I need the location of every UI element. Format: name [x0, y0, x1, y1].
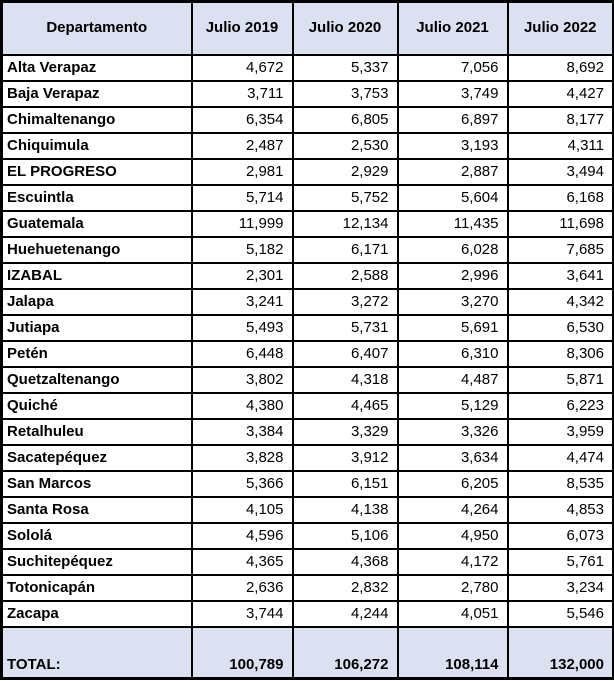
table-row [2, 107, 614, 133]
department-name-cell: Chiquimula [2, 133, 192, 159]
value-cell: 2,887 [398, 159, 508, 185]
value-cell: 8,306 [508, 341, 614, 367]
value-cell: 4,474 [508, 445, 614, 471]
value-cell: 5,493 [192, 315, 293, 341]
table-row [2, 549, 614, 575]
department-name-cell: Zacapa [2, 601, 192, 627]
department-name-cell: Chimaltenango [2, 107, 192, 133]
table-row [2, 55, 614, 81]
value-cell: 2,588 [293, 263, 398, 289]
value-cell: 5,337 [293, 55, 398, 81]
table-footer [2, 627, 614, 678]
department-name-cell: Suchitepéquez [2, 549, 192, 575]
value-cell: 3,634 [398, 445, 508, 471]
department-name-cell: San Marcos [2, 471, 192, 497]
value-cell: 11,435 [398, 211, 508, 237]
value-cell: 4,672 [192, 55, 293, 81]
value-cell: 5,731 [293, 315, 398, 341]
value-cell: 3,828 [192, 445, 293, 471]
value-cell: 4,368 [293, 549, 398, 575]
table-row [2, 341, 614, 367]
department-name-cell: Quetzaltenango [2, 367, 192, 393]
department-name-cell: Baja Verapaz [2, 81, 192, 107]
value-cell: 5,604 [398, 185, 508, 211]
value-cell: 4,365 [192, 549, 293, 575]
table-row [2, 263, 614, 289]
department-name-cell: Sololá [2, 523, 192, 549]
value-cell: 3,753 [293, 81, 398, 107]
table-row [2, 237, 614, 263]
header-cell-period: Julio 2020 [293, 2, 398, 56]
department-name-cell: Jalapa [2, 289, 192, 315]
value-cell: 3,329 [293, 419, 398, 445]
value-cell: 11,698 [508, 211, 614, 237]
table-row [2, 445, 614, 471]
value-cell: 5,714 [192, 185, 293, 211]
value-cell: 3,272 [293, 289, 398, 315]
value-cell: 4,465 [293, 393, 398, 419]
table-row [2, 497, 614, 523]
value-cell: 3,494 [508, 159, 614, 185]
value-cell: 2,301 [192, 263, 293, 289]
value-cell: 4,596 [192, 523, 293, 549]
header-cell-period: Julio 2021 [398, 2, 508, 56]
value-cell: 4,244 [293, 601, 398, 627]
total-value-cell: 132,000 [508, 627, 614, 678]
value-cell: 8,177 [508, 107, 614, 133]
value-cell: 2,996 [398, 263, 508, 289]
value-cell: 6,530 [508, 315, 614, 341]
table-row [2, 211, 614, 237]
total-row [2, 627, 614, 678]
value-cell: 4,311 [508, 133, 614, 159]
value-cell: 4,380 [192, 393, 293, 419]
value-cell: 6,073 [508, 523, 614, 549]
value-cell: 6,897 [398, 107, 508, 133]
table-body [2, 55, 614, 627]
value-cell: 4,105 [192, 497, 293, 523]
value-cell: 3,959 [508, 419, 614, 445]
value-cell: 6,310 [398, 341, 508, 367]
value-cell: 3,711 [192, 81, 293, 107]
value-cell: 3,384 [192, 419, 293, 445]
value-cell: 5,366 [192, 471, 293, 497]
table-header [2, 2, 614, 56]
table-row [2, 471, 614, 497]
value-cell: 6,407 [293, 341, 398, 367]
table-row [2, 393, 614, 419]
value-cell: 12,134 [293, 211, 398, 237]
department-name-cell: EL PROGRESO [2, 159, 192, 185]
value-cell: 4,264 [398, 497, 508, 523]
value-cell: 5,546 [508, 601, 614, 627]
value-cell: 2,487 [192, 133, 293, 159]
total-value-cell: 106,272 [293, 627, 398, 678]
value-cell: 4,853 [508, 497, 614, 523]
value-cell: 3,234 [508, 575, 614, 601]
value-cell: 2,981 [192, 159, 293, 185]
value-cell: 4,950 [398, 523, 508, 549]
value-cell: 2,530 [293, 133, 398, 159]
value-cell: 3,326 [398, 419, 508, 445]
value-cell: 6,205 [398, 471, 508, 497]
value-cell: 3,193 [398, 133, 508, 159]
value-cell: 6,028 [398, 237, 508, 263]
department-name-cell: Quiché [2, 393, 192, 419]
value-cell: 6,168 [508, 185, 614, 211]
value-cell: 6,354 [192, 107, 293, 133]
value-cell: 11,999 [192, 211, 293, 237]
department-name-cell: Santa Rosa [2, 497, 192, 523]
total-value-cell: 100,789 [192, 627, 293, 678]
value-cell: 3,802 [192, 367, 293, 393]
table-row [2, 185, 614, 211]
table-row [2, 133, 614, 159]
department-name-cell: Escuintla [2, 185, 192, 211]
value-cell: 5,106 [293, 523, 398, 549]
value-cell: 6,223 [508, 393, 614, 419]
header-cell-period: Julio 2019 [192, 2, 293, 56]
value-cell: 5,871 [508, 367, 614, 393]
value-cell: 8,535 [508, 471, 614, 497]
table-row [2, 315, 614, 341]
value-cell: 3,749 [398, 81, 508, 107]
value-cell: 2,929 [293, 159, 398, 185]
value-cell: 4,342 [508, 289, 614, 315]
table-row [2, 289, 614, 315]
value-cell: 4,487 [398, 367, 508, 393]
table-row [2, 601, 614, 627]
department-name-cell: Totonicapán [2, 575, 192, 601]
value-cell: 3,641 [508, 263, 614, 289]
table-row [2, 159, 614, 185]
department-name-cell: Jutiapa [2, 315, 192, 341]
value-cell: 3,912 [293, 445, 398, 471]
department-name-cell: Retalhuleu [2, 419, 192, 445]
value-cell: 4,138 [293, 497, 398, 523]
table-row [2, 419, 614, 445]
value-cell: 4,051 [398, 601, 508, 627]
value-cell: 5,752 [293, 185, 398, 211]
header-row [2, 2, 614, 56]
value-cell: 4,172 [398, 549, 508, 575]
department-name-cell: Sacatepéquez [2, 445, 192, 471]
department-name-cell: Alta Verapaz [2, 55, 192, 81]
total-value-cell: 108,114 [398, 627, 508, 678]
value-cell: 8,692 [508, 55, 614, 81]
value-cell: 2,636 [192, 575, 293, 601]
value-cell: 4,318 [293, 367, 398, 393]
value-cell: 5,182 [192, 237, 293, 263]
department-name-cell: Guatemala [2, 211, 192, 237]
table-row [2, 81, 614, 107]
value-cell: 2,832 [293, 575, 398, 601]
department-name-cell: Huehuetenango [2, 237, 192, 263]
value-cell: 5,129 [398, 393, 508, 419]
department-name-cell: Petén [2, 341, 192, 367]
table-row [2, 575, 614, 601]
value-cell: 5,691 [398, 315, 508, 341]
header-cell-period: Julio 2022 [508, 2, 614, 56]
header-cell-departamento: Departamento [2, 2, 192, 56]
value-cell: 3,270 [398, 289, 508, 315]
value-cell: 3,241 [192, 289, 293, 315]
value-cell: 2,780 [398, 575, 508, 601]
value-cell: 6,151 [293, 471, 398, 497]
value-cell: 7,685 [508, 237, 614, 263]
value-cell: 4,427 [508, 81, 614, 107]
value-cell: 6,448 [192, 341, 293, 367]
value-cell: 5,761 [508, 549, 614, 575]
table-row [2, 367, 614, 393]
table-row [2, 523, 614, 549]
value-cell: 3,744 [192, 601, 293, 627]
department-name-cell: IZABAL [2, 263, 192, 289]
value-cell: 6,805 [293, 107, 398, 133]
total-label-cell: TOTAL: [2, 627, 192, 678]
value-cell: 6,171 [293, 237, 398, 263]
value-cell: 7,056 [398, 55, 508, 81]
